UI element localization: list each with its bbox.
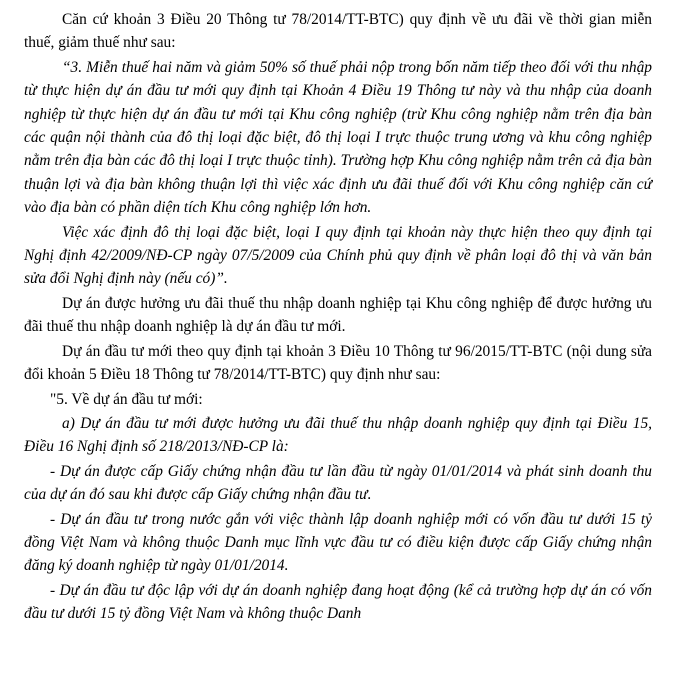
paragraph: - Dự án đầu tư trong nước gắn với việc thành lập doanh nghiệp mới có vốn đầu tư dưới 15 tỷ đồng Việt Nam và không thuộc Danh mục lĩnh vực đầu tư có điều kiện được cấp Giấy chứng nhận đăng ký doanh nghiệp từ ngày 01/01/2014. [24, 510, 652, 575]
paragraph: Căn cứ khoản 3 Điều 20 Thông tư 78/2014/TT-BTC) quy định về ưu đãi về thời gian miễn thuế, giảm thuế như sau: [24, 11, 652, 52]
paragraph: - Dự án đầu tư độc lập với dự án doanh nghiệp đang hoạt động (kể cả trường hợp dự án có vốn đầu tư dưới 15 tỷ đồng Việt Nam và không thuộc Danh [24, 581, 652, 623]
paragraph: Dự án đầu tư mới theo quy định tại khoản 3 Điều 10 Thông tư 96/2015/TT-BTC (nội dung sửa đổi khoản 5 Điều 18 Thông tư 78/2014/TT-BTC) quy định như sau: [24, 342, 652, 384]
paragraph: Dự án được hưởng ưu đãi thuế thu nhập doanh nghiệp tại Khu công nghiệp để được hưởng ưu đãi thuế thu nhập doanh nghiệp là dự án đầu tư mới. [24, 294, 652, 336]
paragraph: "5. Về dự án đầu tư mới: [50, 390, 203, 408]
paragraph: a) Dự án đầu tư mới được hưởng ưu đãi thuế thu nhập doanh nghiệp quy định tại Điều 15, Điều 16 Nghị định số 218/2013/NĐ-CP là: [24, 414, 652, 456]
paragraph: - Dự án được cấp Giấy chứng nhận đầu tư lần đầu từ ngày 01/01/2014 và phát sinh doanh thu của dự án đó sau khi được cấp Giấy chứng nhận đầu tư. [24, 462, 652, 504]
paragraph: “3. Miễn thuế hai năm và giảm 50% số thuế phải nộp trong bốn năm tiếp theo đối với thu nhập từ thực hiện dự án đầu tư mới quy định tại Khoản 4 Điều 19 Thông tư này và thu nhập của doanh nghiệp từ thực hiện dự án đầu tư mới tại Khu công nghiệp (trừ Khu công nghiệp nằm trên địa bàn các quận nội thành của đô thị loại đặc biệt, đô thị loại I trực thuộc trung ương và khu công nghiệp nằm trên địa bàn các đô thị loại I trực thuộc tỉnh). Trường hợp Khu công nghiệp nằm trên cả địa bàn thuận lợi và địa bàn không thuận lợi thì việc xác định ưu đãi thuế đối với Khu công nghiệp căn cứ vào địa bàn có phần diện tích Khu công nghiệp lớn hơn. [24, 58, 652, 217]
paragraph: Việc xác định đô thị loại đặc biệt, loại I quy định tại khoản này thực hiện theo quy định tại Nghị định 42/2009/NĐ-CP ngày 07/5/2009 của Chính phủ quy định về phân loại đô thị và văn bản sửa đổi Nghị định này (nếu có)”. [24, 223, 652, 288]
